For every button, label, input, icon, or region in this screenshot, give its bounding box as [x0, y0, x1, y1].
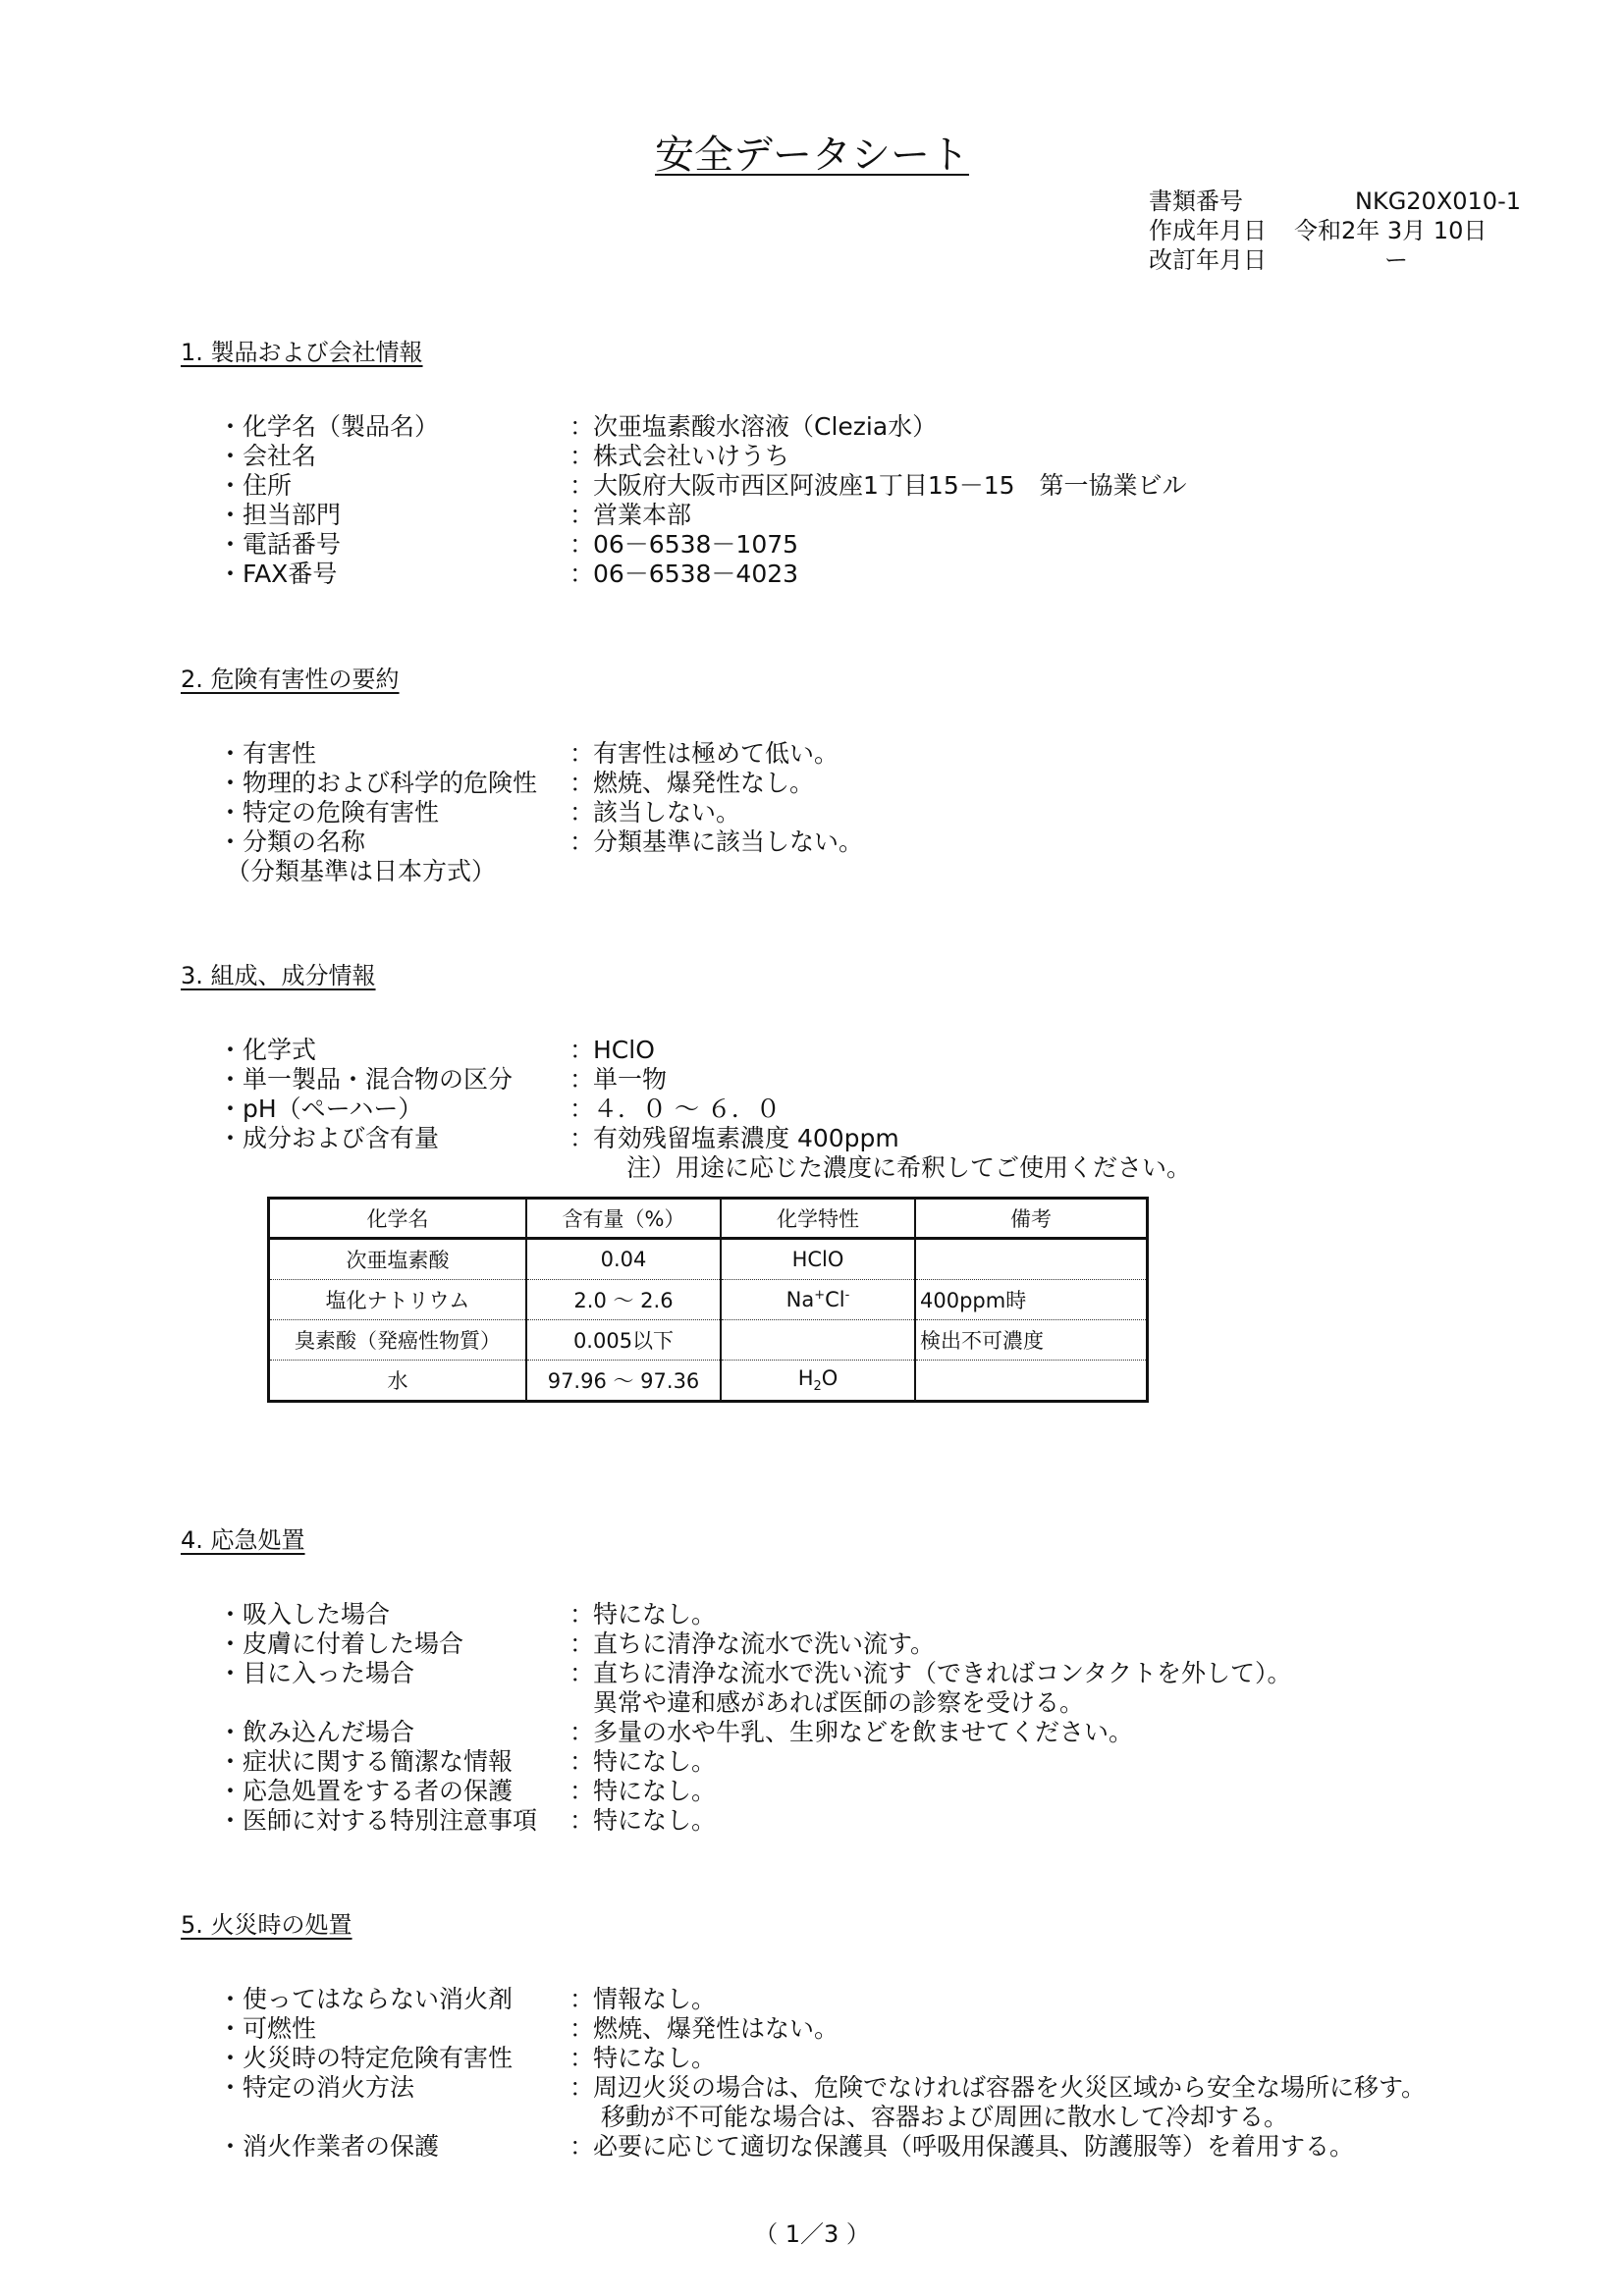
item-value: 営業本部: [593, 501, 692, 529]
item-value-note: 異常や違和感があれば医師の診察を受ける。: [593, 1688, 1085, 1717]
info-row: ・会社名 ： 株式会社いけうち: [218, 442, 1477, 471]
item-key: ・可燃性: [218, 2014, 317, 2043]
section-first-aid: [181, 1525, 1477, 1836]
item-key: ・特定の消火方法: [218, 2073, 415, 2102]
info-row: ・皮膚に付着した場合 ： 直ちに清浄な流水で洗い流す。: [218, 1629, 1477, 1659]
cell-note: [915, 1361, 1148, 1402]
section-heading: 3. 組成、成分情報: [181, 962, 376, 989]
info-row: ・消火作業者の保護 ： 必要に応じて適切な保護具（呼吸用保護具、防護服等）を着用する。: [218, 2132, 1477, 2162]
item-key: ・火災時の特定危険有害性: [218, 2044, 514, 2072]
item-key: ・成分および含有量: [218, 1124, 440, 1152]
cell-note: 検出不可濃度: [915, 1320, 1148, 1361]
item-value: 有効残留塩素濃度 400ppm: [593, 1124, 899, 1152]
revised-date-value: ー: [1384, 246, 1408, 274]
item-value: 分類基準に該当しない。: [593, 828, 864, 856]
info-row: ・症状に関する簡潔な情報 ： 特になし。: [218, 1747, 1477, 1777]
item-key: ・目に入った場合: [218, 1659, 415, 1687]
section-composition: [181, 961, 1477, 1183]
section-heading: 4. 応急処置: [181, 1526, 305, 1554]
section-hazards: [181, 665, 1477, 886]
info-row: ・有害性 ： 有害性は極めて低い。: [218, 739, 1477, 769]
info-row: ・使ってはならない消火剤 ： 情報なし。: [218, 1985, 1477, 2014]
item-value: 直ちに清浄な流水で洗い流す（できればコンタクトを外して）。: [593, 1659, 1292, 1687]
info-row: ・火災時の特定危険有害性 ： 特になし。: [218, 2044, 1477, 2073]
section-heading: 2. 危険有害性の要約: [181, 666, 400, 693]
item-value: 06－6538－4023: [593, 560, 799, 588]
item-key: ・住所: [218, 471, 293, 500]
item-value: ４．０ ～ ６．０: [593, 1095, 781, 1123]
item-value: 周辺火災の場合は、危険でなければ容器を火災区域から安全な場所に移す。: [593, 2073, 1427, 2102]
cell-property: $H_2O$: [721, 1361, 915, 1402]
section-heading: 1. 製品および会社情報: [181, 339, 423, 366]
info-row: ・担当部門 ： 営業本部: [218, 501, 1477, 530]
item-value: 大阪府大阪市西区阿波座1丁目15－15 第一協業ビル: [593, 471, 1187, 500]
item-value: 株式会社いけうち: [593, 442, 790, 470]
table-row: [269, 1361, 1148, 1402]
column-header: 備考: [915, 1199, 1148, 1239]
info-row: ・電話番号 ： 06－6538－1075: [218, 530, 1477, 560]
created-date-label: 作成年月日: [1149, 217, 1267, 244]
item-value: 必要に応じて適切な保護具（呼吸用保護具、防護服等）を着用する。: [593, 2132, 1355, 2161]
cell-name: 臭素酸（発癌性物質）: [269, 1320, 527, 1361]
item-value: 情報なし。: [593, 1985, 717, 2013]
item-value: 燃焼、爆発性なし。: [593, 769, 815, 797]
cell-property: Na+Cl-: [721, 1280, 915, 1320]
column-header: 化学特性: [721, 1199, 915, 1239]
info-row: ・pH（ペーハー） ： ４．０ ～ ６．０: [218, 1095, 1477, 1124]
info-row: ・目に入った場合 ： 直ちに清浄な流水で洗い流す（できればコンタクトを外して）。 異常や違和感があれば医師の診察を受ける。: [218, 1659, 1477, 1718]
item-value: 特になし。: [593, 1777, 717, 1805]
cell-note: 400ppm時: [915, 1280, 1148, 1320]
info-row: ・物理的および科学的危険性 ： 燃焼、爆発性なし。: [218, 769, 1477, 798]
item-key: ・有害性: [218, 739, 317, 768]
item-value: 特になし。: [593, 1747, 717, 1776]
item-value: HClO: [593, 1036, 655, 1064]
item-value-note: 移動が不可能な場合は、容器および周囲に散水して冷却する。: [601, 2103, 1289, 2131]
info-row: ・特定の危険有害性 ： 該当しない。: [218, 798, 1477, 828]
item-key: ・担当部門: [218, 501, 342, 529]
table-row: [269, 1280, 1148, 1320]
item-value: 多量の水や牛乳、生卵などを飲ませてください。: [593, 1718, 1134, 1746]
item-value: 特になし。: [593, 2044, 717, 2072]
info-row: ・成分および含有量 ： 有効残留塩素濃度 400ppm 注）用途に応じた濃度に希釈してご使用ください。: [218, 1124, 1477, 1183]
item-key: ・飲み込んだ場合: [218, 1718, 415, 1746]
item-key: ・医師に対する特別注意事項: [218, 1806, 538, 1835]
item-value: 次亜塩素酸水溶液（Clezia水）: [593, 412, 938, 441]
cell-property: HClO: [721, 1239, 915, 1280]
item-value: 直ちに清浄な流水で洗い流す。: [593, 1629, 936, 1658]
cell-name: 水: [269, 1361, 527, 1402]
cell-name: 塩化ナトリウム: [269, 1280, 527, 1320]
page-title: 安全データシート: [655, 133, 969, 178]
doc-number-label: 書類番号: [1149, 187, 1243, 215]
info-row: ・FAX番号 ： 06－6538－4023: [218, 560, 1477, 589]
cell-content: 0.005以下: [526, 1320, 721, 1361]
cell-content: 0.04: [526, 1239, 721, 1280]
item-value: 該当しない。: [593, 798, 741, 827]
info-row: ・住所 ： 大阪府大阪市西区阿波座1丁目15－15 第一協業ビル: [218, 471, 1477, 501]
info-row: ・医師に対する特別注意事項 ： 特になし。: [218, 1806, 1477, 1836]
created-date-value: 令和2年 3月 10日: [1294, 217, 1488, 244]
cell-property: [721, 1320, 915, 1361]
section-heading: 5. 火災時の処置: [181, 1911, 352, 1939]
item-key: ・応急処置をする者の保護: [218, 1777, 514, 1805]
item-key: ・分類の名称: [218, 828, 366, 856]
info-row: ・化学式 ： HClO: [218, 1036, 1477, 1065]
item-key: ・会社名: [218, 442, 317, 470]
item-value: 特になし。: [593, 1600, 717, 1629]
table-row: [269, 1239, 1148, 1280]
cell-content: 2.0 ～ 2.6: [526, 1280, 721, 1320]
item-key: ・皮膚に付着した場合: [218, 1629, 464, 1658]
item-key: ・電話番号: [218, 530, 342, 559]
item-key: ・使ってはならない消火剤: [218, 1985, 514, 2013]
info-row: ・可燃性 ： 燃焼、爆発性はない。: [218, 2014, 1477, 2044]
revised-date-label: 改訂年月日: [1149, 246, 1267, 274]
cell-note: [915, 1239, 1148, 1280]
item-value: 燃焼、爆発性はない。: [593, 2014, 839, 2043]
cell-name: 次亜塩素酸: [269, 1239, 527, 1280]
item-key: ・単一製品・混合物の区分: [218, 1065, 514, 1094]
doc-number-value: NKG20X010-1: [1355, 187, 1522, 215]
info-row: ・化学名（製品名） ： 次亜塩素酸水溶液（Clezia水）: [218, 412, 1477, 442]
cell-content: 97.96 ～ 97.36: [526, 1361, 721, 1402]
section-company-info: [181, 338, 1477, 589]
item-key: ・症状に関する簡潔な情報: [218, 1747, 514, 1776]
item-key: ・化学名（製品名）: [218, 412, 440, 441]
item-value: 有害性は極めて低い。: [593, 739, 839, 768]
item-key: ・化学式: [218, 1036, 317, 1064]
item-value-note: 注）用途に応じた濃度に希釈してご使用ください。: [626, 1153, 1192, 1182]
item-key: ・物理的および科学的危険性: [218, 769, 538, 797]
item-key: ・特定の危険有害性: [218, 798, 440, 827]
item-value: 特になし。: [593, 1806, 717, 1835]
item-key: ・pH（ペーハー）: [218, 1095, 423, 1123]
composition-table: [267, 1197, 1149, 1403]
table-row: [269, 1320, 1148, 1361]
info-row: ・分類の名称 （分類基準は日本方式） ： 分類基準に該当しない。: [218, 828, 1477, 886]
item-value: 単一物: [593, 1065, 668, 1094]
info-row: ・単一製品・混合物の区分 ： 単一物: [218, 1065, 1477, 1095]
info-row: ・特定の消火方法 ： 周辺火災の場合は、危険でなければ容器を火災区域から安全な場所に移す。 移動が不可能な場合は、容器および周囲に散水して冷却する。: [218, 2073, 1477, 2132]
item-value: 06－6538－1075: [593, 530, 799, 559]
info-row: ・応急処置をする者の保護 ： 特になし。: [218, 1777, 1477, 1806]
info-row: ・飲み込んだ場合 ： 多量の水や牛乳、生卵などを飲ませてください。: [218, 1718, 1477, 1747]
info-row: ・吸入した場合 ： 特になし。: [218, 1600, 1477, 1629]
section-fire-measures: [181, 1910, 1477, 2162]
table-header-row: [269, 1199, 1148, 1239]
page-number: （ 1／3 ）: [754, 2220, 870, 2248]
column-header: 含有量（%）: [526, 1199, 721, 1239]
item-key: ・吸入した場合: [218, 1600, 391, 1629]
item-key-note: （分類基準は日本方式）: [226, 857, 497, 885]
item-key: ・FAX番号: [218, 560, 338, 588]
column-header: 化学名: [269, 1199, 527, 1239]
item-key: ・消火作業者の保護: [218, 2132, 440, 2161]
